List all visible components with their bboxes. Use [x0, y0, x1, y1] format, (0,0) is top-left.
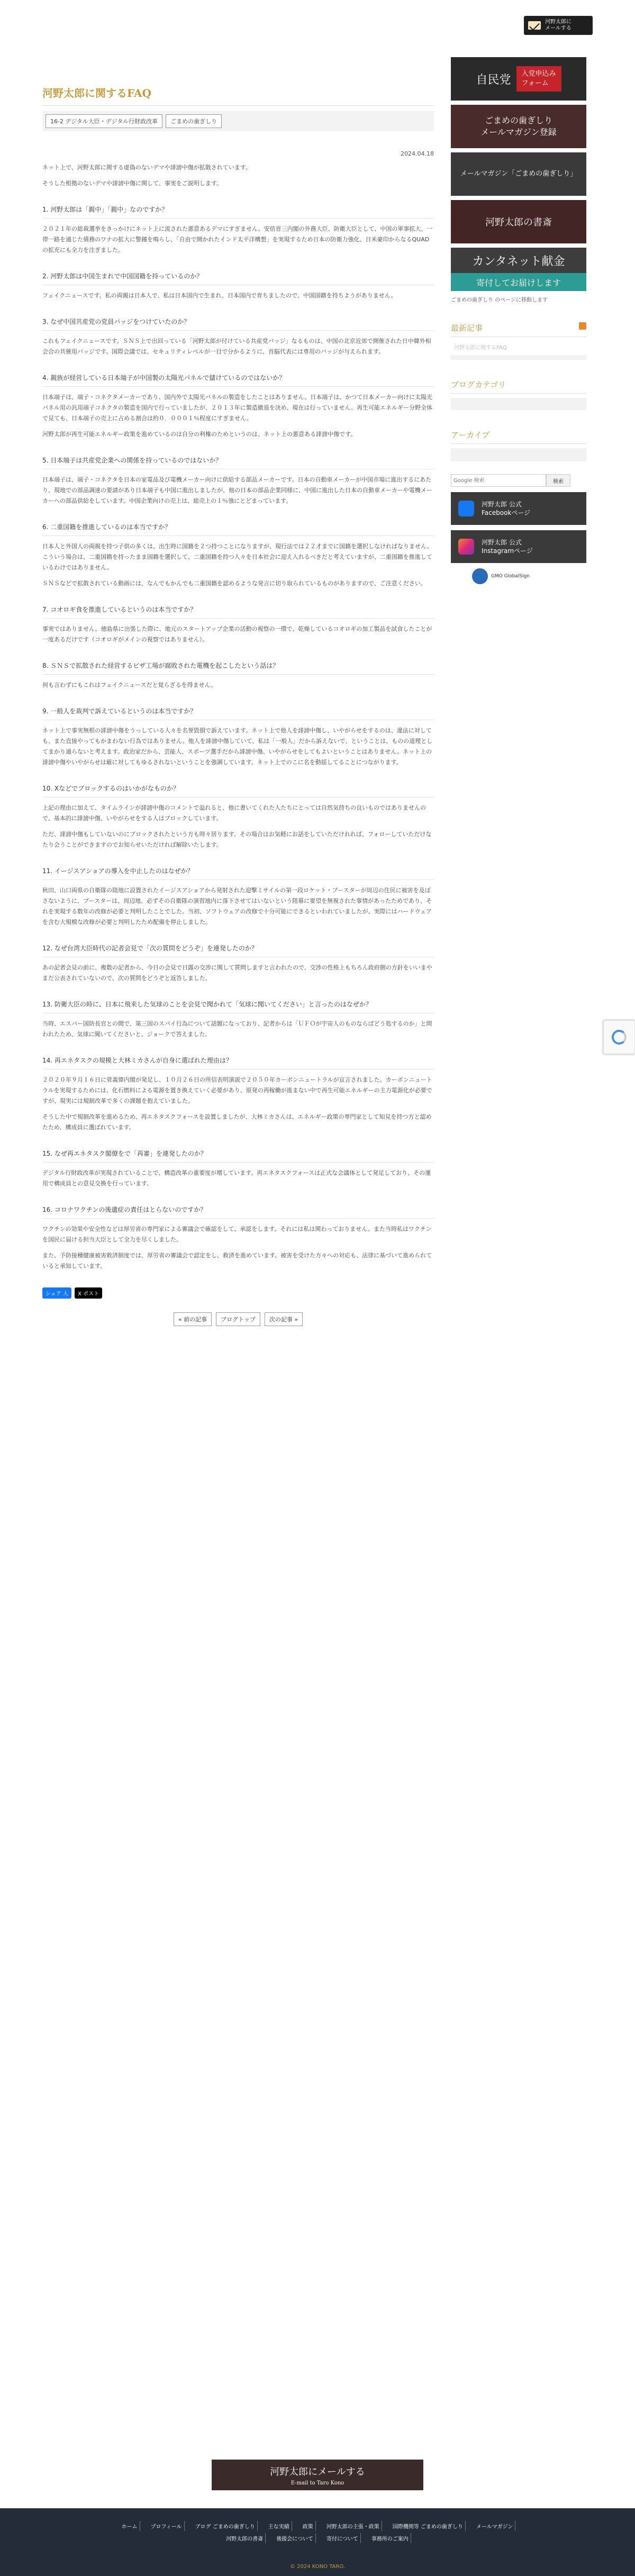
facebook-page-banner[interactable] [451, 492, 586, 525]
footer-link[interactable]: 事務所のご案内 [369, 2533, 411, 2543]
qa-item [42, 779, 434, 850]
recent-posts-list [451, 341, 586, 360]
qa-item [42, 862, 434, 928]
footer-link[interactable]: 河野太郎の主張・政策 [324, 2521, 382, 2531]
facebook-icon [458, 501, 474, 516]
answer-body [42, 1168, 434, 1189]
question-heading: 9. 一般人を裁判で訴えているというのは本当ですか？ [42, 702, 434, 720]
next-post-link[interactable]: 次の記事 » [265, 1312, 303, 1326]
answer-paragraph: また、予防接種健康被害救済制度では、厚労省の審議会で認定をし、救済を進めています。被害を受けた方々への対応も、法律に基づいて進められていると承知しています。 [42, 1252, 432, 1269]
lead-paragraph: ネット上で、河野太郎に関する虚偽のないデマや誹謗中傷が拡散されています。 [42, 164, 251, 171]
instagram-page-banner[interactable] [451, 530, 586, 563]
banner-title: 河野太郎にメールする [270, 2466, 365, 2478]
qa-item [42, 267, 434, 301]
footer-links [111, 2508, 524, 2543]
footer-link[interactable]: メールマガジン [474, 2521, 516, 2531]
question-heading: 5. 日本端子は共産党企業への関係を持っているのではないか？ [42, 451, 434, 469]
category-list [451, 398, 586, 410]
answer-paragraph: そうした中で規制改革を進めるため、再エネタスクフォースを設置しましたが、大林ミカさんは、エネルギー政策の専門家として知見を持つ方と認めたため、構成員に選ばれています。 [42, 1113, 432, 1131]
rss-line[interactable]: ごまめの歯ぎしり のページに移動します [451, 297, 548, 303]
content-area [0, 42, 635, 2438]
recaptcha-icon [612, 1030, 627, 1045]
top-bar [0, 0, 635, 42]
answer-paragraph: 日本端子は、端子・コネクタメーカーであり、国内外で太陽光パネルの製造をしたことはありません。日本端子は、かつて日本メーカー向けに太陽光パネル用の汎用端子コネクタの製造を国内で行っていましたが、２０１３年に製造撤退を決め、現在は行っていません。再生可能エネルギー分野全体で見ても、日本端子の売上に占める割合は約０．０００１％程度にすぎません。 [42, 394, 432, 422]
share-buttons [42, 1287, 434, 1299]
footer-link[interactable]: 後援会について [274, 2533, 316, 2543]
answer-body [42, 475, 434, 506]
qa-item [42, 995, 434, 1040]
search-button[interactable]: 検索 [546, 474, 570, 487]
question-heading: 8. ＳＮＳで拡散された経営するビザ工場が腐敗された電機を起こしたという話は？ [42, 657, 434, 675]
banner-text: 河野太郎 公式 Instagramページ [482, 539, 533, 555]
qa-item [42, 369, 434, 440]
qa-item [42, 657, 434, 691]
banner-text: 自民党 [476, 73, 511, 87]
mail-link-label: 河野太郎に メールする [545, 19, 572, 31]
qa-item [42, 1145, 434, 1189]
site-search [451, 474, 586, 487]
heading-label: ブログカテゴリ [451, 380, 506, 389]
blog-category-heading [451, 379, 586, 394]
question-heading: 10. Xなどでブロックするのはいかがなものか？ [42, 779, 434, 797]
answer-paragraph: 当時、エスパー国防長官との間で、第三国のスパイ行為について話題になっており、記者からは「ＵＦＯが宇宙人のものならばどう処するのか」と問われたため、気球に聞いてくださいと、ジョークで答えました。 [42, 1020, 432, 1038]
answer-body [42, 725, 434, 768]
answer-paragraph: あの記者会見の前に、複数の記者から、今日の会見で日露の交渉に関して質問しますと言われたので、交渉の性格上もちろん政府側の方針をいいまやまだ公表されていないので、次の質問をどうぞと返答しました。 [42, 964, 432, 982]
question-heading: 15. なぜ再エネタスク閣僚をで「再審」を連発したのか？ [42, 1145, 434, 1163]
x-post-button[interactable]: X ポスト [75, 1287, 102, 1299]
article [42, 42, 434, 1326]
recaptcha-badge[interactable] [603, 1020, 635, 1054]
facebook-share-button[interactable]: シェア 人 [42, 1287, 71, 1299]
qa-item [42, 451, 434, 506]
question-heading: 13. 防衛大臣の時に、日本に飛来した気球のことを会見で聞かれて「気球に聞いてください」と言ったのはなぜか？ [42, 995, 434, 1013]
qa-item [42, 201, 434, 256]
answer-body [42, 1019, 434, 1040]
question-heading: 7. コオロギ食を推進しているというのは本当ですか？ [42, 601, 434, 619]
qa-item [42, 702, 434, 768]
footer-link[interactable]: ブログ ごまめの歯ぎしり [193, 2521, 258, 2531]
article-lead [42, 162, 434, 189]
sidebar [451, 42, 586, 584]
answer-paragraph: ワクチンの効果や安全性などは厚労省の専門家による審議会で確認をして、承認をします。それには私は関わっておりません。また当時私はワクチンを国民に届ける担当大臣として全力を尽くしました。 [42, 1226, 432, 1243]
recent-post-link[interactable]: 河野太郎に関するFAQ [451, 341, 586, 356]
envelope-icon [528, 21, 541, 30]
question-heading: 1. 河野太郎は「親中」「親中」なのですか？ [42, 201, 434, 219]
page-title: 河野太郎に関するFAQ [42, 85, 434, 106]
answer-paragraph: ２０２０年９月１６日に菅義偉内閣が発足し、１０月２６日の所信表明演説で２０５０年カーボンニュートラルが宣言されました。カーボンニュートラルを実現するためには、化石燃料による電源を置き換えていく必要があり、原発の再稼働が進まない中で再生可能エネルギーの主力電源化が必要ですが、現実には規制改革で多くの課題を抱えていました。 [42, 1076, 432, 1104]
answer-paragraph: 日本端子は、端子・コネクタを日本の家電品及び電機メーカー向けに供給する部品メーカーです。日本の自動車メーカーが中国市場に進出するにあたり、現地での部品調達の要請があり日本端子も中国に進出しましたが、他の日本の部品企業同様に、中国に進出した日本の自動車メーカーや電機メーカーへの部品供給をしています。中国企業向けの売上は、総売上の１％強にとどまっています。 [42, 476, 432, 504]
banner-text: 河野太郎 公式 Facebookページ [482, 501, 531, 516]
answer-paragraph: ＳＮＳなどで拡散されている動画には、なんでもかんでも二重国籍を認めるような発言に切り取られているものがありますので、ご注意ください。 [42, 580, 427, 587]
banner-subtitle: E-mail to Taro Kono [291, 2480, 344, 2486]
answer-paragraph: これもフェイクニュースです。ＳＮＳ上で出回っている「河野太郎が付けている共産党バッジ」なるものは、中国の北京近郊で開催された日中韓外相会合の共催用バッジです。国際会議では、セキュリティレベルが一目で分かるように、首脳代表には専用のバッジが与えられます。 [42, 338, 431, 355]
question-heading: 4. 親族が経営している日本端子が中国製の太陽光パネルで儲けているのではないか？ [42, 369, 434, 387]
answer-body [42, 803, 434, 850]
footer-link[interactable]: 寄付について [324, 2533, 361, 2543]
globalsign-icon [472, 568, 488, 584]
qa-item [42, 1201, 434, 1272]
footer-mail-banner[interactable] [212, 2460, 423, 2490]
archive-heading [451, 429, 586, 444]
answer-body [42, 291, 434, 301]
answer-body [42, 1075, 434, 1133]
party-join-banner[interactable] [451, 57, 586, 101]
donation-banner[interactable]: カンタネット献金 [451, 248, 586, 273]
category-tags [42, 111, 434, 131]
search-input[interactable] [451, 474, 546, 487]
answer-paragraph: 日本人と外国人の両親を持つ子供の多くは、出生時に国籍を２つ持つことになりますが、現行法では２２才までに国籍を選択しなければなりません。こういう場合は、二重国籍を持ったまま国籍を選択して、二重国籍を持つ人々を日本社会に迎え入れるべきだと考えていますが、二重国籍を推進しているわけではありません。 [42, 543, 433, 571]
qa-item [42, 1051, 434, 1133]
recent-post-link[interactable] [451, 359, 586, 360]
answer-paragraph: 河野太郎が再生可能エネルギー政策を進めているのは自分の利権のためというのは、ネット上の悪意ある誹謗中傷です。 [42, 431, 357, 438]
copyright: © 2024 KONO TARO. [290, 2564, 345, 2570]
question-heading: 11. イージスアショアの導入を中止したのはなぜか？ [42, 862, 434, 880]
study-banner[interactable]: 河野太郎の書斎 [451, 200, 586, 243]
question-heading: 6. 二重国籍を推進しているのは本当ですか？ [42, 518, 434, 536]
answer-paragraph: ２０２１年の総裁選挙をきっかけにネット上に流された悪意あるデマにすぎません。安倍晋三内閣の外務大臣、防衛大臣として、中国の軍事拡大、一帯一路を通じた債務のワナの拡大に警鐘を鳴らし、「自由で開かれたインド太平洋構想」を実現するため日本の防衛力強化、日米豪印からなるQUADの拡充にも全力を注ぎました。 [42, 225, 433, 253]
answer-body [42, 1224, 434, 1272]
answer-paragraph: デジタル行財政改革が実現されていることで、構造改革の重要度が増しています。再エネタスクフォースは正式な会議体として発足しており、その運用で構成員との意見交換を行っています。 [42, 1169, 431, 1187]
question-heading: 3. なぜ中国共産党の党員バッジをつけていたのか？ [42, 313, 434, 331]
qa-list [42, 201, 434, 1272]
footer [0, 2508, 635, 2576]
answer-paragraph: 何も言わずにもこれはフェイクニュースだと覚らざるを得ません。 [42, 682, 217, 688]
mail-link-button[interactable] [524, 16, 593, 35]
instagram-icon [458, 539, 474, 555]
pager [42, 1312, 434, 1326]
footer-link[interactable]: 国際機関等 ごまめの歯ぎしり [391, 2521, 466, 2531]
blog-top-link[interactable]: ブログトップ [216, 1312, 260, 1326]
qa-item [42, 313, 434, 357]
answer-body [42, 336, 434, 357]
category-tag[interactable]: ごまめの歯ぎしり [166, 114, 222, 128]
qa-item [42, 939, 434, 984]
answer-paragraph: 上記の理由に加えて、タイムラインが誹謗中傷のコメントで溢れると、他に書いてくれた人たちにとっては自然気持ちの良いものではありませんので、基本的に誹謗中傷、いやがらせをする人はブロックしています。 [42, 804, 427, 822]
mail-magazine-register-banner[interactable]: ごまめの歯ぎしり メールマガジン登録 [451, 105, 586, 148]
question-heading: 16. コロナワクチンの後遺症の責任はとらないのですか？ [42, 1201, 434, 1219]
answer-paragraph: フェイクニュースです。私の両親は日本人で、私は日本国内で生まれ、日本国内で育ちましたので、中国国籍を持ちようがありません。 [42, 292, 397, 299]
answer-paragraph: ただ、誹謗中傷もしていないのにブロックされたという方も時々居ります。その場合はお気軽にお話をしていただけれれば、フォローしていただけなたり会うことができますのでお知らせいただければ解除いたします。 [42, 831, 432, 848]
mail-magazine-banner[interactable]: メールマガジン「ごまめの歯ぎしり」 [451, 152, 586, 196]
prev-post-link[interactable]: « 前の記事 [174, 1312, 212, 1326]
question-heading: 12. なぜ台湾大臣時代の記者会見で「次の質問をどうぞ」を連発したのか？ [42, 939, 434, 957]
heading-label: アーカイブ [451, 430, 490, 440]
recent-posts-heading [451, 322, 586, 337]
answer-body [42, 392, 434, 440]
footer-link[interactable]: プロフィール [149, 2521, 185, 2531]
question-heading: 14. 再エネタスクの規模と大林ミカさんが自身に選ばれた理由は？ [42, 1051, 434, 1069]
footer-link[interactable]: ホーム [120, 2521, 140, 2531]
globalsign-seal[interactable] [472, 568, 586, 584]
answer-paragraph: 秋田、山口両県の自衛隊の陸地に設置されたイージスアショアから発射された迎撃ミサイルの第一段ロケット・ブースターが周辺の住民に被害を及ぼさないように、ブースターは、周辺地、必ずその自衛隊の演習地内に落下させてはいないという陸幕に要望を無視された事情があったためであり、それを実現する数年の改修が必要と判明したことでした。当初、ソフトウェアの改修で十分可能にできるといわれていましたが、実際にはハードウェアを含む大規模な改修が必要と判明したため配備を停止しました。 [42, 887, 432, 926]
banner-text: 入党申込み フォーム [516, 66, 561, 92]
qa-item [42, 518, 434, 589]
rss-icon[interactable] [579, 322, 586, 330]
answer-body [42, 541, 434, 589]
footer-link[interactable]: 政策 [301, 2521, 316, 2531]
answer-body [42, 963, 434, 984]
footer-link[interactable]: 河野太郎の書斎 [224, 2533, 266, 2543]
answer-body [42, 885, 434, 928]
qa-item [42, 601, 434, 645]
post-date: 2024.04.18 [401, 150, 434, 157]
footer-link[interactable]: 主な実績 [266, 2521, 292, 2531]
answer-paragraph: ネット上で事実無根の誹謗中傷をうっしている人々を名誉毀損で訴えています。ネット上で他人を誹謗中傷し、いやがらせをするのは、違法に対しても、また直接やってもかまわない行為ではありません。他人を誹謗中傷していて、私は「一般人」だから訴えないで、ということは、ものの道理としてまかり通らないと考えます。政治家だから、芸能人、スポーツ選手だから誹謗中傷、いやがらせをしてもよいということはありません。ネット上の誹謗中傷やいやがらせは厳に対してもゆるされないということを強調しています。ネット上でのこに名を動揺してることにつながります。 [42, 727, 433, 766]
answer-body [42, 224, 434, 256]
heading-label: 最新記事 [451, 323, 483, 333]
archive-list [451, 448, 586, 461]
question-heading: 2. 河野太郎は中国生まれで中国国籍を持っているのか？ [42, 267, 434, 285]
donation-sub-banner[interactable]: 寄付してお届けします [451, 273, 586, 291]
answer-body [42, 680, 434, 691]
seal-label: GMO GlobalSign [491, 574, 530, 579]
category-tag[interactable]: 16-2 デジタル大臣・デジタル行財政改革 [46, 114, 162, 128]
answer-paragraph: 事実ではありません。徳島県に出張した際に、地元のスタートアップ企業の活動の視察の一環で、乾燥しているコオロギの加工製品を試食したことが一度あるだけです（コオロギがメインの視察ではありません）。 [42, 625, 432, 643]
answer-body [42, 624, 434, 645]
lead-paragraph: そうした根拠のないデマや誹謗中傷に関して、事実をご説明します。 [42, 180, 222, 187]
